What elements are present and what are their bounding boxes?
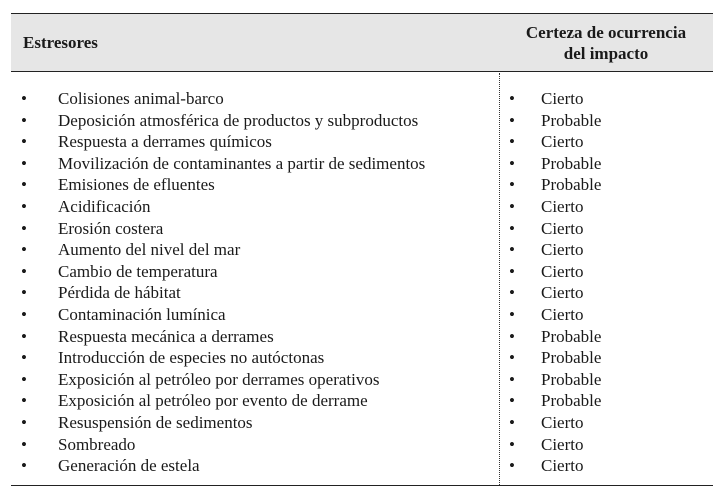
bullet-icon: • [21,412,27,432]
stressor-item-text: Acidificación [58,196,151,216]
header-certainty-line1: Certeza de ocurrencia [525,23,687,42]
bullet-icon: • [509,326,515,346]
certainty-item-text: Cierto [541,434,584,454]
certainty-item-text: Probable [541,175,602,195]
certainty-item-text: Cierto [541,412,584,432]
stressor-item-text: Introducción de especies no autóctonas [58,348,325,368]
certainty-item-text: Cierto [541,283,584,303]
stressor-item-text: Aumento del nivel del mar [58,240,241,260]
bullet-icon: • [21,326,27,346]
stressors-table [11,13,713,486]
bullet-icon: • [509,283,515,303]
certainty-item-text: Probable [541,153,602,173]
bullet-icon: • [509,89,515,108]
bullet-icon: • [509,240,515,260]
certainty-item-text: Cierto [541,304,584,324]
header-certainty [499,22,713,64]
bullet-icon: • [21,391,27,411]
bullet-icon: • [21,110,27,130]
bullet-icon: • [21,240,27,260]
stressor-item-text: Contaminación lumínica [58,304,226,324]
bullet-icon: • [21,153,27,173]
bullet-icon: • [509,348,515,368]
stressor-item-text: Pérdida de hábitat [58,283,181,303]
bullet-icon: • [21,434,27,454]
bullet-icon: • [21,175,27,195]
bullet-icon: • [21,132,27,152]
stressor-item-text: Exposición al petróleo por evento de derrame [58,391,368,411]
bullet-icon: • [509,153,515,173]
certainty-item-text: Cierto [541,89,584,108]
bullet-icon: • [509,196,515,216]
certainty-item-text: Cierto [541,261,584,281]
bullet-icon: • [21,369,27,389]
header-stressors: Estresores [23,33,98,52]
bullet-icon: • [509,175,515,195]
bullet-icon: • [509,456,515,476]
stressor-item-text: Emisiones de efluentes [58,175,215,195]
certainty-item-text: Probable [541,391,602,411]
stressor-item-text: Generación de estela [58,456,200,476]
certainty-item-text: Probable [541,348,602,368]
bullet-icon: • [21,89,27,108]
bullet-icon: • [21,283,27,303]
stressor-item-text: Sombreado [58,434,136,454]
header-certainty-line2: del impacto [563,44,649,63]
bullet-icon: • [21,456,27,476]
stressor-item-text: Colisiones animal-barco [58,89,224,108]
stressor-item-text: Respuesta mecánica a derrames [58,326,274,346]
certainty-item-text: Cierto [541,240,584,260]
bullet-icon: • [21,348,27,368]
stressor-item-text: Deposición atmosférica de productos y subproductos [58,110,419,130]
certainty-item-text: Cierto [541,196,584,216]
bullet-icon: • [21,218,27,238]
column-divider [499,73,500,485]
certainty-item-text: Probable [541,369,602,389]
bullet-icon: • [509,391,515,411]
bullet-icon: • [509,369,515,389]
bullet-icon: • [21,196,27,216]
bullet-icon: • [21,304,27,324]
stressor-item-text: Cambio de temperatura [58,261,218,281]
bullet-icon: • [509,110,515,130]
certainty-item-text: Probable [541,326,602,346]
bullet-icon: • [509,434,515,454]
bullet-icon: • [509,304,515,324]
certainty-item-text: Cierto [541,132,584,152]
stressor-item-text: Respuesta a derrames químicos [58,132,272,152]
bullet-icon: • [509,132,515,152]
stressor-item-text: Movilización de contaminantes a partir de sedimentos [58,153,426,173]
stressor-item-text: Erosión costera [58,218,164,238]
stressor-item-text: Resuspensión de sedimentos [58,412,253,432]
stressor-item-text: Exposición al petróleo por derrames operativos [58,369,380,389]
certainty-item-text: Cierto [541,218,584,238]
bullet-icon: • [21,261,27,281]
certainty-item-text: Cierto [541,456,584,476]
certainty-item-text: Probable [541,110,602,130]
table-header [11,14,713,72]
bullet-icon: • [509,218,515,238]
bullet-icon: • [509,412,515,432]
bullet-icon: • [509,261,515,281]
